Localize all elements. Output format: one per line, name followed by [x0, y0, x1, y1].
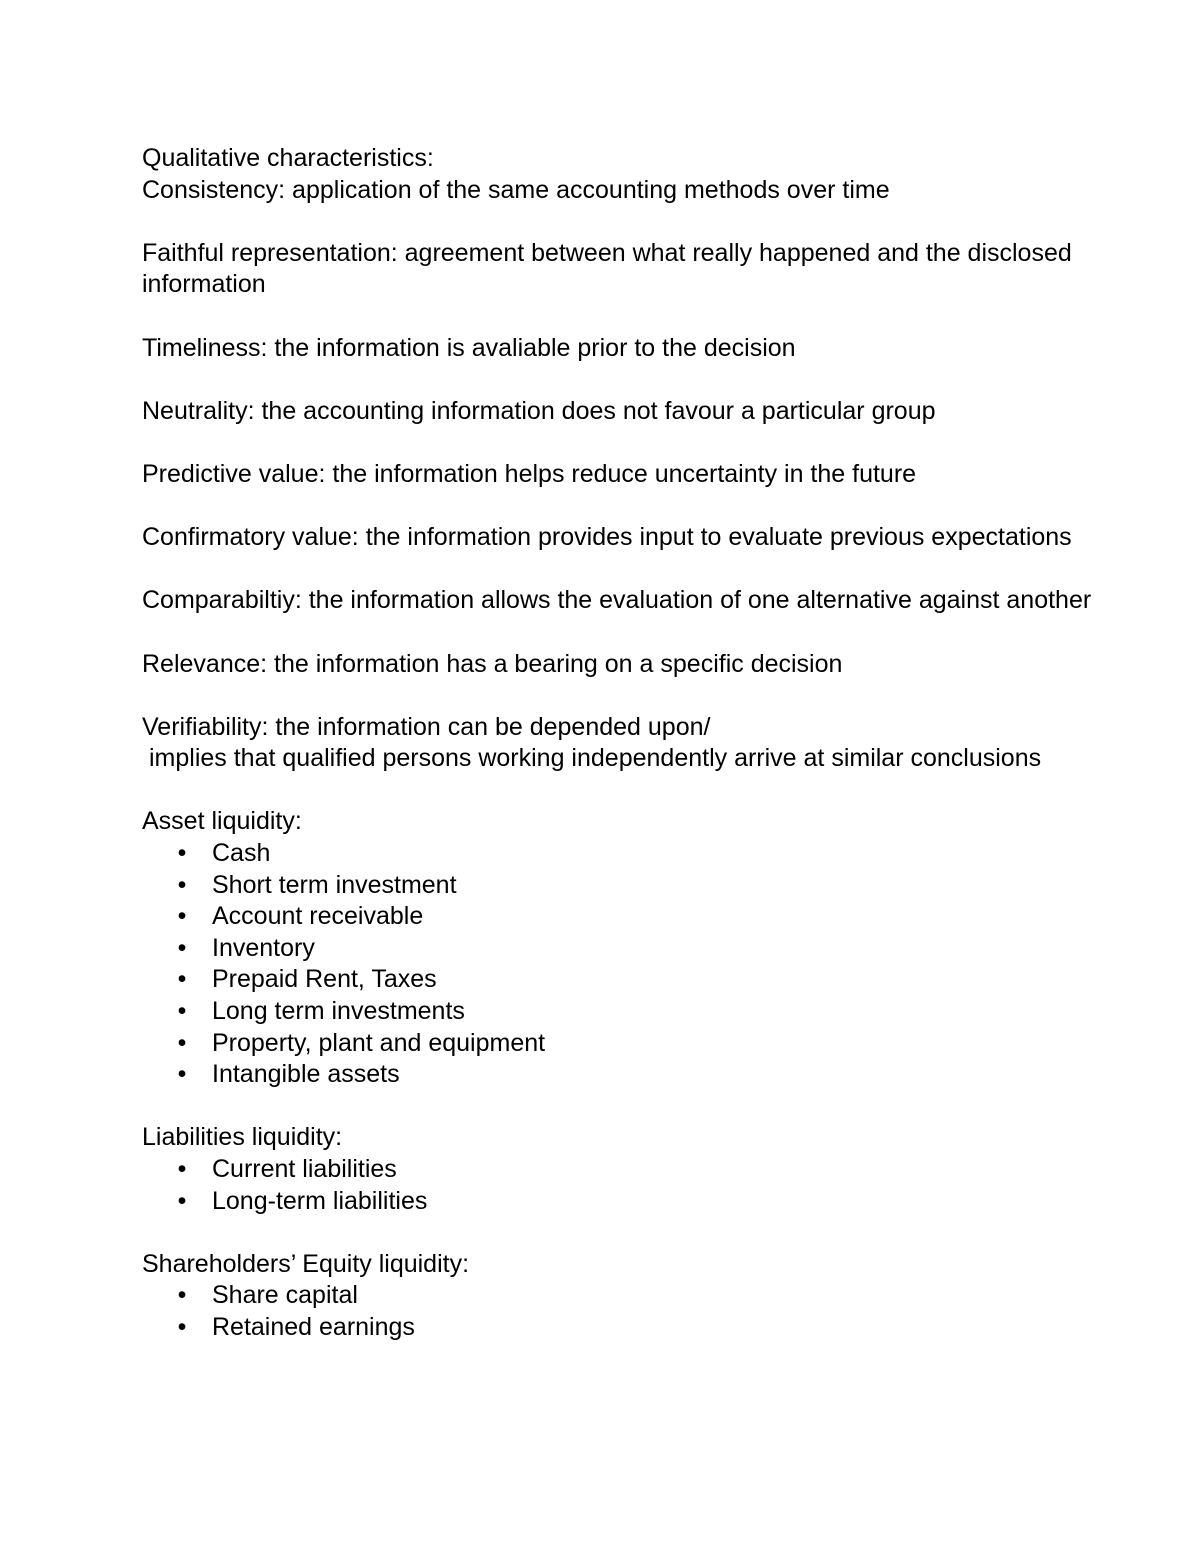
blank-line	[142, 491, 1198, 523]
definition-faithful-representation: Faithful representation: agreement between what really happened and the disclosed information	[142, 238, 1072, 299]
blank-line	[142, 554, 1198, 586]
list-item	[142, 1312, 1198, 1344]
list-item	[142, 838, 1198, 870]
bullet-icon: •	[177, 870, 187, 899]
definition-timeliness: Timeliness: the information is avaliable prior to the decision	[142, 333, 796, 362]
bullet-icon: •	[177, 965, 187, 994]
list-item	[142, 1280, 1198, 1312]
list-item-text: Short term investment	[212, 870, 457, 899]
bullet-icon: •	[177, 839, 187, 868]
list-item-text: Long-term liabilities	[212, 1186, 428, 1215]
definition-neutrality: Neutrality: the accounting information does not favour a particular group	[142, 396, 936, 425]
list-item-text: Retained earnings	[212, 1312, 415, 1341]
blank-line	[142, 206, 1198, 238]
list-item	[142, 901, 1198, 933]
list-item-text: Prepaid Rent, Taxes	[212, 965, 437, 994]
list-item	[142, 1059, 1198, 1091]
bullet-icon: •	[177, 902, 187, 931]
bullet-icon: •	[177, 997, 187, 1026]
list-item-text: Long term investments	[212, 997, 465, 1026]
section-heading-equity-liquidity: Shareholders’ Equity liquidity:	[142, 1249, 470, 1278]
definition-predictive-value: Predictive value: the information helps reduce uncertainty in the future	[142, 459, 917, 488]
section-heading-liabilities-liquidity: Liabilities liquidity:	[142, 1123, 343, 1152]
list-item-text: Intangible assets	[212, 1060, 400, 1089]
blank-line	[142, 680, 1198, 712]
liabilities-liquidity-list	[142, 1154, 1198, 1217]
blank-line	[142, 1091, 1198, 1123]
list-item	[142, 1154, 1198, 1186]
document-body	[142, 143, 1198, 1344]
bullet-icon: •	[177, 1060, 187, 1089]
list-item-text: Cash	[212, 839, 271, 868]
definition-confirmatory-value: Confirmatory value: the information provides input to evaluate previous expectations	[142, 523, 1072, 552]
bullet-icon: •	[177, 1155, 187, 1183]
blank-line	[142, 775, 1198, 807]
bullet-icon: •	[177, 1312, 187, 1341]
blank-line	[142, 427, 1198, 459]
asset-liquidity-list	[142, 838, 1198, 1091]
bullet-icon: •	[177, 1281, 187, 1310]
list-item-text: Account receivable	[212, 902, 424, 931]
list-item	[142, 1186, 1198, 1218]
list-item	[142, 1028, 1198, 1060]
list-item	[142, 996, 1198, 1028]
definition-verifiability-continued: implies that qualified persons working independently arrive at similar conclusions	[149, 744, 1042, 773]
equity-liquidity-list	[142, 1280, 1198, 1343]
blank-line	[142, 617, 1198, 649]
list-item-text: Inventory	[212, 933, 315, 962]
bullet-icon: •	[177, 933, 187, 962]
list-item-text: Current liabilities	[212, 1155, 397, 1183]
bullet-icon: •	[177, 1186, 187, 1215]
blank-line	[142, 364, 1198, 396]
list-item	[142, 964, 1198, 996]
blank-line	[142, 301, 1198, 333]
list-item	[142, 933, 1198, 965]
definition-consistency: Consistency: application of the same accounting methods over time	[142, 175, 890, 204]
definition-verifiability: Verifiability: the information can be depended upon/	[142, 712, 711, 741]
blank-line	[142, 1217, 1198, 1249]
list-item-text: Property, plant and equipment	[212, 1028, 546, 1057]
section-heading-qualitative: Qualitative characteristics:	[142, 144, 434, 172]
list-item	[142, 870, 1198, 902]
list-item-text: Share capital	[212, 1281, 358, 1310]
bullet-icon: •	[177, 1028, 187, 1057]
definition-comparability: Comparabiltiy: the information allows the evaluation of one alternative against another	[142, 586, 1092, 615]
section-heading-asset-liquidity: Asset liquidity:	[142, 807, 302, 836]
definition-relevance: Relevance: the information has a bearing on a specific decision	[142, 649, 843, 678]
